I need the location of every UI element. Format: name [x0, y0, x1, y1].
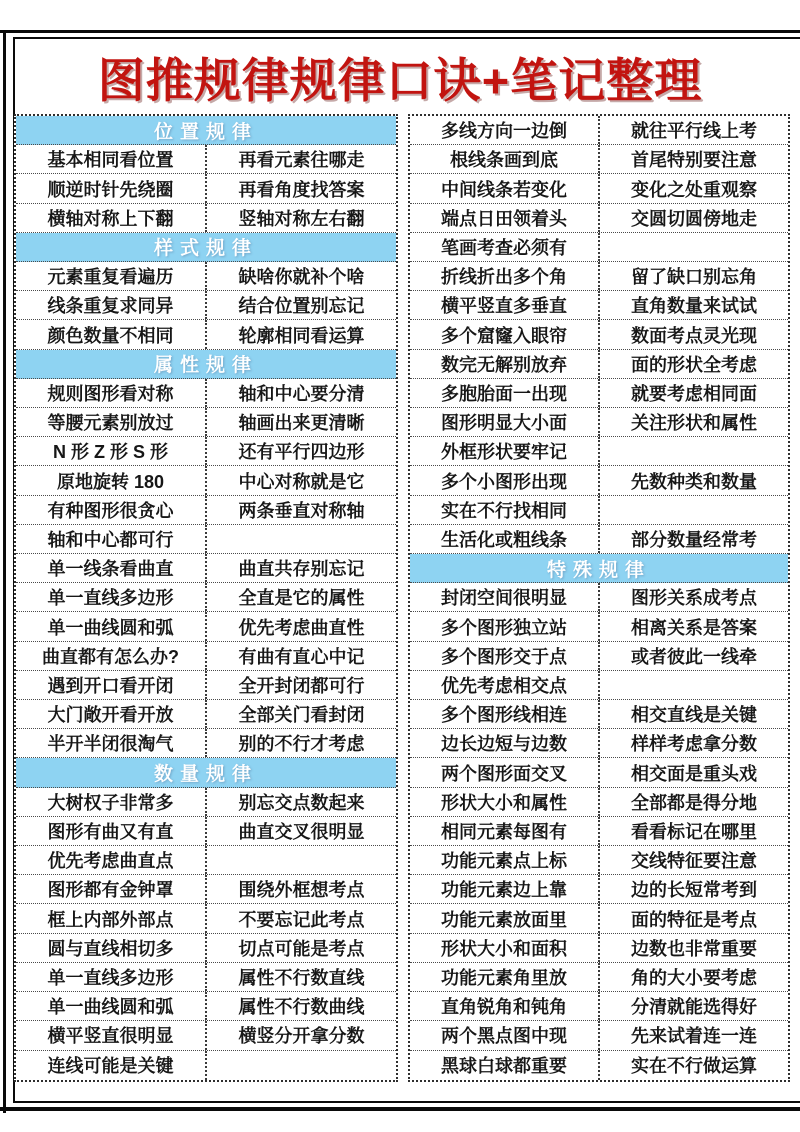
- mnemonic-cell-left: 轴和中心都可行: [16, 525, 207, 553]
- mnemonic-cell-right: 图形关系成考点: [631, 588, 757, 609]
- mnemonic-cell-left: 优先考虑曲直点: [16, 846, 207, 874]
- table-row: [16, 700, 396, 729]
- mnemonic-cell-left: 多线方向一边倒: [410, 116, 600, 144]
- mnemonic-cell-left: 形状大小和属性: [410, 788, 600, 816]
- mnemonic-cell-right: 曲直交叉很明显: [238, 821, 365, 842]
- table-row: [410, 174, 788, 203]
- mnemonic-cell-right: 全开封闭都可行: [238, 675, 365, 696]
- section-header-label: 样式规律: [153, 238, 258, 260]
- mnemonic-cell-right: 别的不行才考虑: [238, 734, 365, 755]
- table-row: [410, 262, 788, 291]
- table-row: [16, 320, 396, 349]
- table-row: [16, 437, 396, 466]
- mnemonic-cell-right: 还有平行四边形: [238, 442, 365, 463]
- table-row: [16, 1051, 396, 1080]
- mnemonic-cell-right: 曲直共存别忘记: [238, 559, 365, 580]
- mnemonic-cell-right: 边数也非常重要: [631, 938, 757, 959]
- mnemonic-cell-left: 顺逆时针先绕圈: [16, 174, 207, 202]
- mnemonic-cell-left: 黑球白球都重要: [410, 1051, 600, 1080]
- mnemonic-cell-left: 曲直都有怎么办?: [16, 642, 207, 670]
- table-row: [16, 554, 396, 583]
- mnemonic-cell-left: 元素重复看遍历: [16, 262, 207, 290]
- mnemonic-cell-right: 交线特征要注意: [631, 851, 757, 872]
- mnemonic-cell-right: 轴和中心要分清: [238, 383, 365, 404]
- mnemonic-cell-right: 全部关门看封闭: [238, 705, 365, 726]
- section-header: [410, 554, 788, 583]
- table-row: [410, 700, 788, 729]
- section-header: [16, 116, 396, 145]
- mnemonic-cell-right: 相交直线是关键: [631, 705, 757, 726]
- mnemonic-cell-right: 相离关系是答案: [631, 617, 757, 638]
- mnemonic-cell-left: 单一曲线圆和弧: [16, 992, 207, 1020]
- mnemonic-cell-right: 轴画出来更清晰: [238, 413, 365, 434]
- table-row: [410, 233, 788, 262]
- table-row: [16, 204, 396, 233]
- mnemonic-table-left: [14, 114, 398, 1082]
- mnemonic-cell-left: 多胞胎面一出现: [410, 379, 600, 407]
- page-border-left-outer: [3, 30, 6, 1113]
- mnemonic-cell-left: 多个窟窿入眼帘: [410, 320, 600, 348]
- table-row: [410, 612, 788, 641]
- mnemonic-cell-left: 单一直线多边形: [16, 963, 207, 991]
- mnemonic-cell-left: 多个图形线相连: [410, 700, 600, 728]
- mnemonic-cell-left: 多个图形交于点: [410, 642, 600, 670]
- mnemonic-cell-left: 图形有曲又有直: [16, 817, 207, 845]
- mnemonic-cell-right: 面的特征是考点: [631, 909, 757, 930]
- mnemonic-cell-right: 交圆切圆傍地走: [631, 208, 757, 229]
- mnemonic-cell-right: 属性不行数曲线: [238, 997, 365, 1018]
- mnemonic-cell-left: 相同元素每图有: [410, 817, 600, 845]
- mnemonic-cell-right: 有曲有直心中记: [238, 646, 365, 667]
- mnemonic-cell-left: N 形 Z 形 S 形: [16, 437, 207, 465]
- mnemonic-cell-left: 横轴对称上下翻: [16, 204, 207, 232]
- mnemonic-cell-right: [207, 1051, 396, 1080]
- page-title: 图推规律规律口诀+笔记整理: [97, 54, 703, 107]
- mnemonic-cell-right: 样样考虑拿分数: [631, 734, 757, 755]
- mnemonic-cell-right: 先来试着连一连: [631, 1026, 757, 1047]
- mnemonic-cell-right: [600, 437, 788, 465]
- mnemonic-cell-left: 生活化或粗线条: [410, 525, 600, 553]
- mnemonic-cell-left: 原地旋转 180: [16, 466, 207, 494]
- table-row: [410, 466, 788, 495]
- table-row: [16, 875, 396, 904]
- page-border-bottom-outer: [0, 1107, 800, 1111]
- mnemonic-cell-right: 分清就能选得好: [631, 997, 757, 1018]
- table-row: [16, 642, 396, 671]
- mnemonic-cell-right: [600, 496, 788, 524]
- mnemonic-cell-left: 遇到开口看开闭: [16, 671, 207, 699]
- mnemonic-cell-left: 两个黑点图中现: [410, 1021, 600, 1049]
- mnemonic-cell-left: 功能元素边上靠: [410, 875, 600, 903]
- section-header: [16, 350, 396, 379]
- mnemonic-cell-right: 围绕外框想考点: [238, 880, 365, 901]
- mnemonic-cell-right: 竖轴对称左右翻: [238, 208, 365, 229]
- mnemonic-cell-right: 再看角度找答案: [238, 179, 365, 200]
- mnemonic-cell-left: 图形都有金钟罩: [16, 875, 207, 903]
- mnemonic-cell-right: 相交面是重头戏: [631, 763, 757, 784]
- table-row: [410, 116, 788, 145]
- mnemonic-cell-right: [600, 233, 788, 261]
- mnemonic-cell-left: 优先考虑相交点: [410, 671, 600, 699]
- mnemonic-cell-left: 功能元素点上标: [410, 846, 600, 874]
- mnemonic-cell-left: 直角锐角和钝角: [410, 992, 600, 1020]
- mnemonic-cell-right: 横竖分开拿分数: [238, 1026, 365, 1047]
- mnemonic-cell-left: 横平竖直多垂直: [410, 291, 600, 319]
- page-border-top-inner: [13, 37, 800, 39]
- table-row: [410, 204, 788, 233]
- mnemonic-cell-left: 单一直线多边形: [16, 583, 207, 611]
- table-row: [16, 729, 396, 758]
- mnemonic-cell-left: 笔画考查必须有: [410, 233, 600, 261]
- mnemonic-cell-right: 就要考虑相同面: [631, 383, 757, 404]
- table-row: [410, 992, 788, 1021]
- table-row: [410, 437, 788, 466]
- mnemonic-cell-left: 线条重复求同异: [16, 291, 207, 319]
- table-row: [410, 788, 788, 817]
- mnemonic-cell-left: 封闭空间很明显: [410, 583, 600, 611]
- mnemonic-cell-right: 属性不行数直线: [238, 967, 365, 988]
- mnemonic-cell-right: 留了缺口别忘角: [631, 267, 757, 288]
- mnemonic-cell-left: 横平竖直很明显: [16, 1021, 207, 1049]
- table-row: [16, 525, 396, 554]
- table-row: [410, 642, 788, 671]
- mnemonic-cell-right: 再看元素往哪走: [238, 150, 365, 171]
- mnemonic-cell-left: 根线条画到底: [410, 145, 600, 173]
- mnemonic-cell-left: 两个图形面交叉: [410, 758, 600, 786]
- table-row: [16, 466, 396, 495]
- table-row: [16, 963, 396, 992]
- mnemonic-table-right: [408, 114, 790, 1082]
- mnemonic-cell-left: 半开半闭很淘气: [16, 729, 207, 757]
- mnemonic-cell-left: 有种图形很贪心: [16, 496, 207, 524]
- mnemonic-cell-left: 功能元素放面里: [410, 904, 600, 932]
- mnemonic-cell-left: 实在不行找相同: [410, 496, 600, 524]
- mnemonic-cell-right: 看看标记在哪里: [631, 821, 757, 842]
- mnemonic-cell-right: 边的长短常考到: [631, 880, 757, 901]
- table-row: [16, 904, 396, 933]
- mnemonic-cell-left: 圆与直线相切多: [16, 934, 207, 962]
- table-row: [410, 817, 788, 846]
- table-row: [410, 1051, 788, 1080]
- mnemonic-cell-left: 折线折出多个角: [410, 262, 600, 290]
- mnemonic-cell-right: 实在不行做运算: [631, 1056, 757, 1077]
- mnemonic-cell-right: 中心对称就是它: [238, 471, 365, 492]
- mnemonic-cell-left: 外框形状要牢记: [410, 437, 600, 465]
- mnemonic-cell-right: 别忘交点数起来: [238, 792, 365, 813]
- table-row: [410, 408, 788, 437]
- mnemonic-cell-right: [207, 525, 396, 553]
- mnemonic-cell-right: 数面考点灵光现: [631, 325, 757, 346]
- mnemonic-cell-left: 功能元素角里放: [410, 963, 600, 991]
- table-row: [16, 846, 396, 875]
- mnemonic-cell-right: [207, 846, 396, 874]
- mnemonic-cell-left: 框上内部外部点: [16, 904, 207, 932]
- table-row: [16, 817, 396, 846]
- table-row: [16, 145, 396, 174]
- table-row: [410, 379, 788, 408]
- section-header: [16, 758, 396, 787]
- table-row: [16, 583, 396, 612]
- table-row: [410, 758, 788, 787]
- table-row: [410, 583, 788, 612]
- mnemonic-cell-right: 直角数量来试试: [631, 296, 757, 317]
- mnemonic-cell-left: 单一线条看曲直: [16, 554, 207, 582]
- mnemonic-cell-left: 大树权子非常多: [16, 788, 207, 816]
- mnemonic-cell-right: 面的形状全考虑: [631, 354, 757, 375]
- table-row: [410, 904, 788, 933]
- mnemonic-cell-right: 变化之处重观察: [631, 179, 757, 200]
- mnemonic-cell-left: 中间线条若变化: [410, 174, 600, 202]
- mnemonic-cell-right: 就往平行线上考: [631, 121, 757, 142]
- mnemonic-cell-right: 或者彼此一线牵: [631, 646, 757, 667]
- mnemonic-cell-right: 优先考虑曲直性: [238, 617, 365, 638]
- section-header-label: 数量规律: [153, 764, 258, 786]
- mnemonic-cell-left: 连线可能是关键: [16, 1051, 207, 1080]
- table-row: [16, 992, 396, 1021]
- mnemonic-cell-left: 图形明显大小面: [410, 408, 600, 436]
- table-row: [410, 320, 788, 349]
- table-row: [16, 408, 396, 437]
- mnemonic-cell-right: 缺啥你就补个啥: [238, 267, 365, 288]
- mnemonic-cell-left: 单一曲线圆和弧: [16, 612, 207, 640]
- mnemonic-cell-right: 两条垂直对称轴: [238, 500, 365, 521]
- table-row: [410, 671, 788, 700]
- page-border-top-outer: [0, 30, 800, 33]
- table-row: [410, 496, 788, 525]
- mnemonic-cell-left: 形状大小和面积: [410, 934, 600, 962]
- mnemonic-cell-right: 角的大小要考虑: [631, 967, 757, 988]
- mnemonic-cell-left: 颜色数量不相同: [16, 320, 207, 348]
- table-row: [410, 963, 788, 992]
- table-row: [16, 1021, 396, 1050]
- table-row: [410, 846, 788, 875]
- mnemonic-cell-right: 首尾特别要注意: [631, 150, 757, 171]
- mnemonic-cell-right: [600, 671, 788, 699]
- section-header-label: 特殊规律: [546, 559, 651, 581]
- table-row: [16, 379, 396, 408]
- mnemonic-cell-right: 关注形状和属性: [631, 413, 757, 434]
- table-row: [16, 671, 396, 700]
- section-header-label: 属性规律: [153, 355, 258, 377]
- mnemonic-cell-right: 全部都是得分地: [631, 792, 757, 813]
- mnemonic-cell-right: 先数种类和数量: [631, 471, 757, 492]
- section-header: [16, 233, 396, 262]
- table-row: [16, 612, 396, 641]
- table-row: [410, 1021, 788, 1050]
- mnemonic-cell-right: 全直是它的属性: [238, 588, 365, 609]
- mnemonic-cell-left: 数完无解别放弃: [410, 350, 600, 378]
- mnemonic-cell-left: 等腰元素别放过: [16, 408, 207, 436]
- table-row: [410, 525, 788, 554]
- table-row: [16, 291, 396, 320]
- table-row: [16, 262, 396, 291]
- table-row: [16, 788, 396, 817]
- mnemonic-cell-left: 多个图形独立站: [410, 612, 600, 640]
- mnemonic-cell-right: 切点可能是考点: [238, 938, 365, 959]
- mnemonic-cell-left: 大门敞开看开放: [16, 700, 207, 728]
- table-row: [410, 350, 788, 379]
- mnemonic-cell-left: 规则图形看对称: [16, 379, 207, 407]
- table-row: [16, 174, 396, 203]
- mnemonic-cell-left: 端点日田领着头: [410, 204, 600, 232]
- mnemonic-cell-right: 结合位置别忘记: [238, 296, 365, 317]
- mnemonic-cell-right: 不要忘记此考点: [238, 909, 365, 930]
- table-row: [410, 291, 788, 320]
- table-row: [410, 145, 788, 174]
- mnemonic-cell-left: 基本相同看位置: [16, 145, 207, 173]
- page-border-bottom-inner: [13, 1101, 800, 1103]
- mnemonic-cell-left: 边长边短与边数: [410, 729, 600, 757]
- table-row: [16, 934, 396, 963]
- table-row: [16, 496, 396, 525]
- mnemonic-cell-left: 多个小图形出现: [410, 466, 600, 494]
- section-header-label: 位置规律: [153, 121, 258, 143]
- mnemonic-cell-right: 部分数量经常考: [631, 529, 757, 550]
- mnemonic-cell-right: 轮廓相同看运算: [238, 325, 365, 346]
- table-row: [410, 729, 788, 758]
- table-row: [410, 875, 788, 904]
- table-row: [410, 934, 788, 963]
